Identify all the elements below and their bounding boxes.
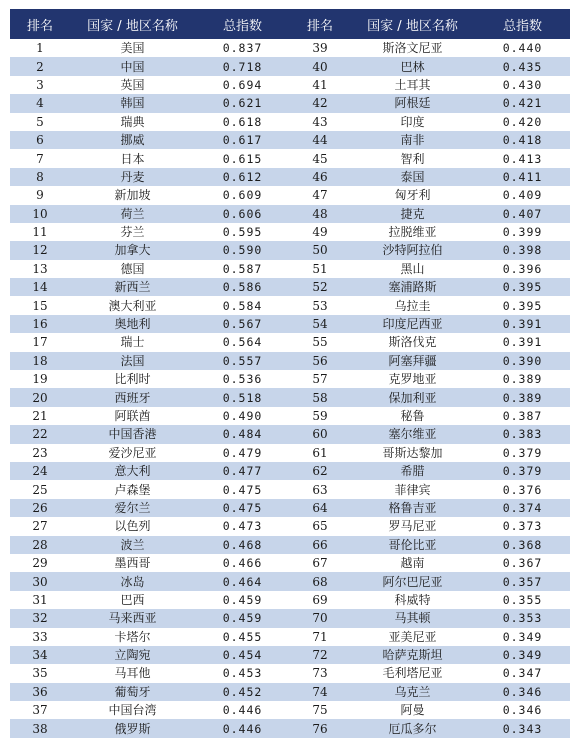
score-cell: 0.420 [475,113,570,131]
header-rank-left: 排名 [10,9,70,39]
country-name-cell: 瑞典 [70,113,195,131]
country-name-cell: 卡塔尔 [70,628,195,646]
score-cell: 0.464 [195,572,290,590]
score-cell: 0.346 [475,683,570,701]
country-name-cell: 匈牙利 [350,186,475,204]
country-name-cell: 土耳其 [350,76,475,94]
table-row [10,628,570,646]
ranking-table-container [10,9,570,738]
score-cell: 0.617 [195,131,290,149]
score-cell: 0.389 [475,370,570,388]
rank-cell: 32 [10,609,70,627]
country-name-cell: 瑞士 [70,333,195,351]
country-name-cell: 冰岛 [70,572,195,590]
rank-cell: 64 [290,499,350,517]
score-cell: 0.490 [195,407,290,425]
score-cell: 0.395 [475,296,570,314]
score-cell: 0.615 [195,149,290,167]
rank-cell: 6 [10,131,70,149]
score-cell: 0.430 [475,76,570,94]
table-row [10,444,570,462]
country-name-cell: 菲律宾 [350,480,475,498]
score-cell: 0.343 [475,719,570,737]
country-name-cell: 保加利亚 [350,388,475,406]
country-name-cell: 卢森堡 [70,480,195,498]
table-row [10,241,570,259]
rank-cell: 67 [290,554,350,572]
table-row [10,517,570,535]
score-cell: 0.453 [195,664,290,682]
rank-cell: 5 [10,113,70,131]
score-cell: 0.435 [475,57,570,75]
rank-cell: 17 [10,333,70,351]
table-row [10,425,570,443]
country-name-cell: 亚美尼亚 [350,628,475,646]
table-row [10,664,570,682]
country-name-cell: 拉脱维亚 [350,223,475,241]
country-name-cell: 芬兰 [70,223,195,241]
table-row [10,646,570,664]
score-cell: 0.454 [195,646,290,664]
country-name-cell: 马耳他 [70,664,195,682]
score-cell: 0.518 [195,388,290,406]
rank-cell: 14 [10,278,70,296]
table-row [10,315,570,333]
rank-cell: 22 [10,425,70,443]
score-cell: 0.346 [475,701,570,719]
rank-cell: 51 [290,260,350,278]
score-cell: 0.587 [195,260,290,278]
country-name-cell: 斯洛伐克 [350,333,475,351]
country-name-cell: 科威特 [350,591,475,609]
table-row [10,223,570,241]
country-name-cell: 阿塞拜疆 [350,352,475,370]
rank-cell: 46 [290,168,350,186]
header-score-right: 总指数 [475,9,570,39]
rank-cell: 38 [10,719,70,737]
rank-cell: 12 [10,241,70,259]
rank-cell: 56 [290,352,350,370]
rank-cell: 36 [10,683,70,701]
score-cell: 0.413 [475,149,570,167]
score-cell: 0.373 [475,517,570,535]
table-row [10,205,570,223]
header-name-left: 国家 / 地区名称 [70,9,195,39]
country-name-cell: 厄瓜多尔 [350,719,475,737]
country-name-cell: 捷克 [350,205,475,223]
score-cell: 0.440 [475,39,570,57]
table-row [10,260,570,278]
rank-cell: 37 [10,701,70,719]
country-name-cell: 阿联酋 [70,407,195,425]
country-name-cell: 黑山 [350,260,475,278]
country-name-cell: 乌克兰 [350,683,475,701]
rank-cell: 60 [290,425,350,443]
score-cell: 0.612 [195,168,290,186]
score-cell: 0.349 [475,628,570,646]
score-cell: 0.390 [475,352,570,370]
country-name-cell: 阿尔巴尼亚 [350,572,475,590]
country-name-cell: 罗马尼亚 [350,517,475,535]
score-cell: 0.411 [475,168,570,186]
rank-cell: 49 [290,223,350,241]
rank-cell: 18 [10,352,70,370]
country-name-cell: 塞浦路斯 [350,278,475,296]
table-row [10,407,570,425]
rank-cell: 52 [290,278,350,296]
rank-cell: 25 [10,480,70,498]
table-row [10,536,570,554]
country-name-cell: 印度 [350,113,475,131]
country-name-cell: 秘鲁 [350,407,475,425]
rank-cell: 1 [10,39,70,57]
score-cell: 0.477 [195,462,290,480]
rank-cell: 71 [290,628,350,646]
score-cell: 0.446 [195,719,290,737]
score-cell: 0.379 [475,462,570,480]
table-row [10,554,570,572]
table-row [10,76,570,94]
score-cell: 0.567 [195,315,290,333]
table-row [10,480,570,498]
score-cell: 0.473 [195,517,290,535]
table-row [10,149,570,167]
country-name-cell: 丹麦 [70,168,195,186]
country-name-cell: 意大利 [70,462,195,480]
score-cell: 0.455 [195,628,290,646]
country-name-cell: 格鲁吉亚 [350,499,475,517]
table-row [10,388,570,406]
score-cell: 0.621 [195,94,290,112]
country-name-cell: 哥斯达黎加 [350,444,475,462]
country-name-cell: 阿曼 [350,701,475,719]
country-name-cell: 加拿大 [70,241,195,259]
country-name-cell: 巴西 [70,591,195,609]
country-name-cell: 爱沙尼亚 [70,444,195,462]
table-body [10,39,570,738]
table-row [10,131,570,149]
table-row [10,296,570,314]
table-row [10,113,570,131]
country-name-cell: 马来西亚 [70,609,195,627]
rank-cell: 69 [290,591,350,609]
country-name-cell: 波兰 [70,536,195,554]
rank-cell: 43 [290,113,350,131]
rank-cell: 8 [10,168,70,186]
country-name-cell: 西班牙 [70,388,195,406]
country-name-cell: 印度尼西亚 [350,315,475,333]
score-cell: 0.407 [475,205,570,223]
score-cell: 0.367 [475,554,570,572]
country-name-cell: 立陶宛 [70,646,195,664]
country-name-cell: 俄罗斯 [70,719,195,737]
table-row [10,499,570,517]
rank-cell: 24 [10,462,70,480]
score-cell: 0.479 [195,444,290,462]
score-cell: 0.459 [195,591,290,609]
rank-cell: 7 [10,149,70,167]
score-cell: 0.586 [195,278,290,296]
rank-cell: 72 [290,646,350,664]
score-cell: 0.694 [195,76,290,94]
rank-cell: 19 [10,370,70,388]
score-cell: 0.353 [475,609,570,627]
rank-cell: 57 [290,370,350,388]
rank-cell: 65 [290,517,350,535]
rank-cell: 4 [10,94,70,112]
country-name-cell: 巴林 [350,57,475,75]
table-row [10,370,570,388]
rank-cell: 62 [290,462,350,480]
ranking-table [10,9,570,738]
rank-cell: 66 [290,536,350,554]
score-cell: 0.399 [475,223,570,241]
score-cell: 0.347 [475,664,570,682]
table-row [10,186,570,204]
country-name-cell: 越南 [350,554,475,572]
rank-cell: 20 [10,388,70,406]
rank-cell: 44 [290,131,350,149]
country-name-cell: 澳大利亚 [70,296,195,314]
rank-cell: 50 [290,241,350,259]
country-name-cell: 葡萄牙 [70,683,195,701]
rank-cell: 21 [10,407,70,425]
table-row [10,462,570,480]
score-cell: 0.564 [195,333,290,351]
rank-cell: 33 [10,628,70,646]
header-rank-right: 排名 [290,9,350,39]
score-cell: 0.409 [475,186,570,204]
table-row [10,701,570,719]
score-cell: 0.389 [475,388,570,406]
score-cell: 0.584 [195,296,290,314]
rank-cell: 45 [290,149,350,167]
table-row [10,572,570,590]
rank-cell: 74 [290,683,350,701]
score-cell: 0.484 [195,425,290,443]
score-cell: 0.606 [195,205,290,223]
score-cell: 0.391 [475,315,570,333]
rank-cell: 29 [10,554,70,572]
country-name-cell: 泰国 [350,168,475,186]
rank-cell: 53 [290,296,350,314]
table-row [10,591,570,609]
rank-cell: 27 [10,517,70,535]
country-name-cell: 荷兰 [70,205,195,223]
score-cell: 0.475 [195,480,290,498]
table-row [10,39,570,57]
country-name-cell: 以色列 [70,517,195,535]
score-cell: 0.349 [475,646,570,664]
score-cell: 0.374 [475,499,570,517]
score-cell: 0.355 [475,591,570,609]
rank-cell: 63 [290,480,350,498]
table-row [10,168,570,186]
rank-cell: 40 [290,57,350,75]
country-name-cell: 英国 [70,76,195,94]
table-row [10,94,570,112]
score-cell: 0.421 [475,94,570,112]
country-name-cell: 克罗地亚 [350,370,475,388]
country-name-cell: 斯洛文尼亚 [350,39,475,57]
country-name-cell: 新加坡 [70,186,195,204]
rank-cell: 35 [10,664,70,682]
country-name-cell: 阿根廷 [350,94,475,112]
rank-cell: 15 [10,296,70,314]
score-cell: 0.609 [195,186,290,204]
country-name-cell: 沙特阿拉伯 [350,241,475,259]
country-name-cell: 塞尔维亚 [350,425,475,443]
rank-cell: 76 [290,719,350,737]
country-name-cell: 智利 [350,149,475,167]
rank-cell: 75 [290,701,350,719]
score-cell: 0.395 [475,278,570,296]
table-row [10,57,570,75]
table-row [10,609,570,627]
table-row [10,333,570,351]
rank-cell: 28 [10,536,70,554]
country-name-cell: 中国台湾 [70,701,195,719]
score-cell: 0.536 [195,370,290,388]
score-cell: 0.446 [195,701,290,719]
rank-cell: 23 [10,444,70,462]
score-cell: 0.391 [475,333,570,351]
score-cell: 0.718 [195,57,290,75]
rank-cell: 55 [290,333,350,351]
country-name-cell: 乌拉圭 [350,296,475,314]
table-header-row [10,9,570,39]
country-name-cell: 日本 [70,149,195,167]
rank-cell: 39 [290,39,350,57]
rank-cell: 11 [10,223,70,241]
table-row [10,683,570,701]
score-cell: 0.396 [475,260,570,278]
score-cell: 0.452 [195,683,290,701]
rank-cell: 54 [290,315,350,333]
score-cell: 0.379 [475,444,570,462]
country-name-cell: 爱尔兰 [70,499,195,517]
rank-cell: 42 [290,94,350,112]
header-name-right: 国家 / 地区名称 [350,9,475,39]
score-cell: 0.618 [195,113,290,131]
rank-cell: 16 [10,315,70,333]
table-row [10,278,570,296]
country-name-cell: 奥地利 [70,315,195,333]
country-name-cell: 南非 [350,131,475,149]
rank-cell: 48 [290,205,350,223]
rank-cell: 3 [10,76,70,94]
country-name-cell: 新西兰 [70,278,195,296]
score-cell: 0.475 [195,499,290,517]
rank-cell: 59 [290,407,350,425]
rank-cell: 26 [10,499,70,517]
rank-cell: 10 [10,205,70,223]
country-name-cell: 韩国 [70,94,195,112]
country-name-cell: 墨西哥 [70,554,195,572]
score-cell: 0.376 [475,480,570,498]
country-name-cell: 哈萨克斯坦 [350,646,475,664]
score-cell: 0.590 [195,241,290,259]
country-name-cell: 哥伦比亚 [350,536,475,554]
header-score-left: 总指数 [195,9,290,39]
rank-cell: 47 [290,186,350,204]
rank-cell: 61 [290,444,350,462]
country-name-cell: 希腊 [350,462,475,480]
table-row [10,719,570,737]
rank-cell: 41 [290,76,350,94]
rank-cell: 2 [10,57,70,75]
score-cell: 0.466 [195,554,290,572]
rank-cell: 70 [290,609,350,627]
score-cell: 0.383 [475,425,570,443]
country-name-cell: 挪威 [70,131,195,149]
rank-cell: 73 [290,664,350,682]
rank-cell: 68 [290,572,350,590]
score-cell: 0.837 [195,39,290,57]
country-name-cell: 毛利塔尼亚 [350,664,475,682]
rank-cell: 13 [10,260,70,278]
score-cell: 0.398 [475,241,570,259]
country-name-cell: 比利时 [70,370,195,388]
score-cell: 0.557 [195,352,290,370]
rank-cell: 58 [290,388,350,406]
rank-cell: 31 [10,591,70,609]
rank-cell: 30 [10,572,70,590]
country-name-cell: 美国 [70,39,195,57]
country-name-cell: 法国 [70,352,195,370]
country-name-cell: 中国香港 [70,425,195,443]
rank-cell: 9 [10,186,70,204]
table-row [10,352,570,370]
score-cell: 0.368 [475,536,570,554]
score-cell: 0.418 [475,131,570,149]
country-name-cell: 中国 [70,57,195,75]
score-cell: 0.459 [195,609,290,627]
rank-cell: 34 [10,646,70,664]
country-name-cell: 马其顿 [350,609,475,627]
score-cell: 0.595 [195,223,290,241]
score-cell: 0.468 [195,536,290,554]
score-cell: 0.357 [475,572,570,590]
score-cell: 0.387 [475,407,570,425]
country-name-cell: 德国 [70,260,195,278]
